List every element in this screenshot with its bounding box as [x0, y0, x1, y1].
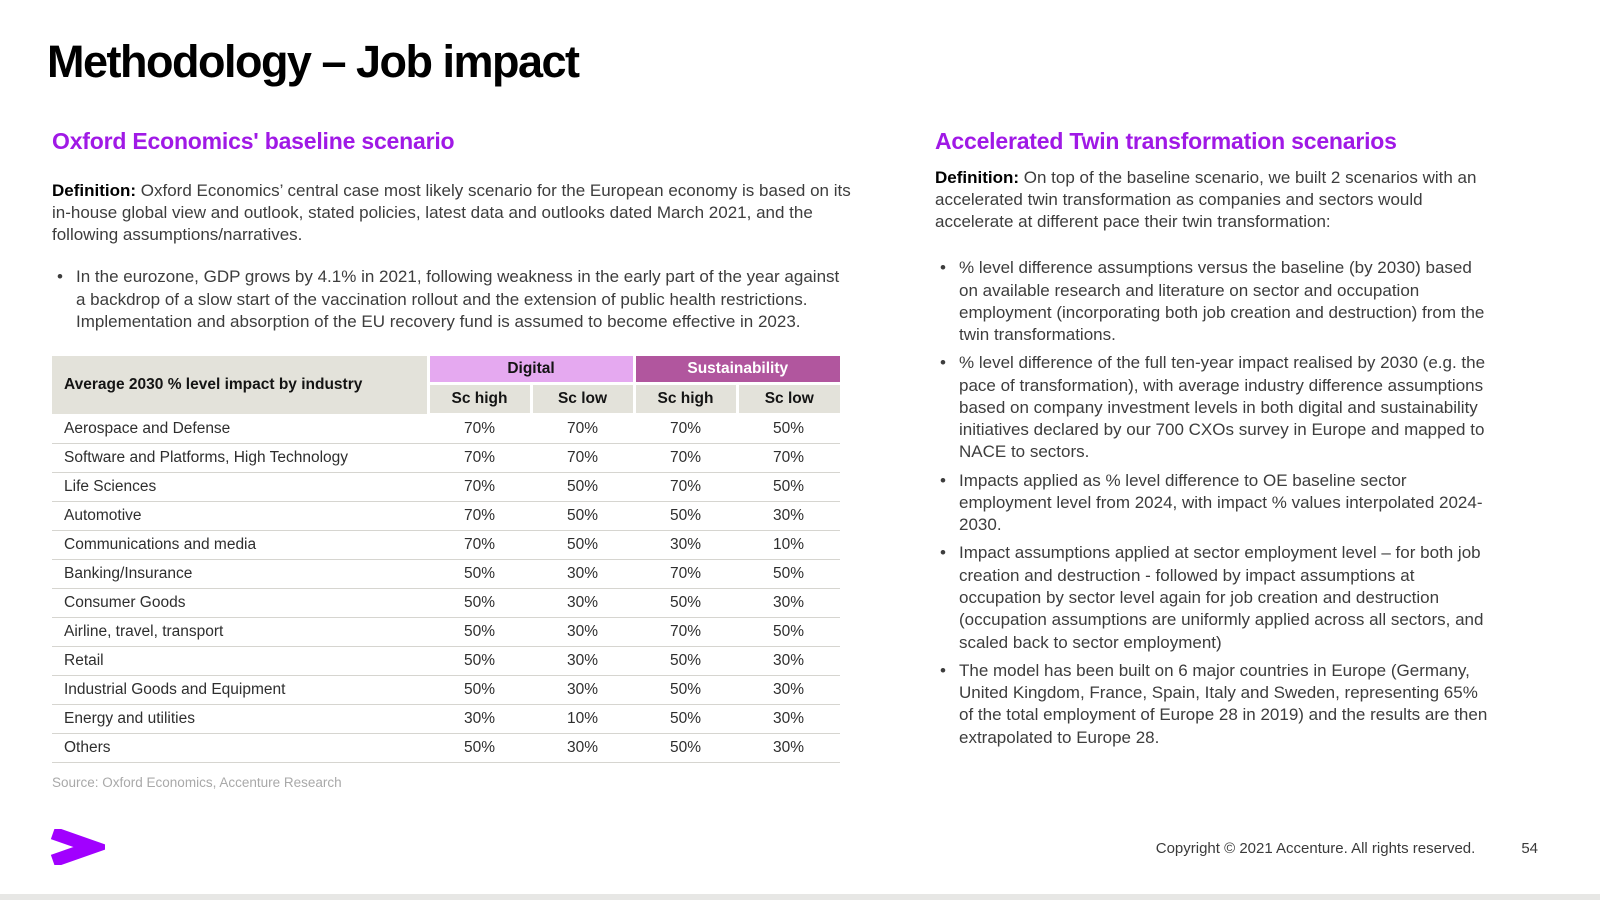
table-row	[52, 473, 840, 502]
table-corner-header: Average 2030 % level impact by industry	[52, 356, 428, 414]
left-section-heading: Oxford Economics' baseline scenario	[52, 128, 455, 154]
value-cell: 70%	[531, 444, 634, 473]
value-cell: 30%	[737, 589, 840, 618]
left-section	[52, 128, 852, 790]
footer	[1156, 840, 1538, 857]
value-cell: 70%	[428, 531, 531, 560]
table-source-note: Source: Oxford Economics, Accenture Research	[52, 775, 342, 791]
industry-cell: Consumer Goods	[52, 589, 428, 618]
page-number: 54	[1521, 840, 1538, 857]
industry-cell: Energy and utilities	[52, 705, 428, 734]
value-cell: 30%	[531, 734, 634, 763]
value-cell: 10%	[531, 705, 634, 734]
industry-cell: Industrial Goods and Equipment	[52, 676, 428, 705]
value-cell: 70%	[634, 618, 737, 647]
value-cell: 30%	[737, 676, 840, 705]
table-row	[52, 444, 840, 473]
right-section-heading: Accelerated Twin transformation scenarios	[935, 128, 1397, 154]
value-cell: 30%	[531, 589, 634, 618]
table-row	[52, 589, 840, 618]
table-row	[52, 676, 840, 705]
left-definition	[52, 180, 852, 246]
table-subheader: Sc high	[428, 384, 531, 415]
table-row	[52, 705, 840, 734]
value-cell: 50%	[634, 647, 737, 676]
table-row	[52, 734, 840, 763]
table-row	[52, 560, 840, 589]
value-cell: 30%	[531, 560, 634, 589]
value-cell: 50%	[531, 531, 634, 560]
industry-cell: Retail	[52, 647, 428, 676]
industry-cell: Airline, travel, transport	[52, 618, 428, 647]
value-cell: 50%	[737, 560, 840, 589]
table-group-header-sustainability: Sustainability	[634, 356, 840, 384]
value-cell: 50%	[531, 502, 634, 531]
value-cell: 70%	[634, 444, 737, 473]
value-cell: 70%	[634, 560, 737, 589]
value-cell: 50%	[634, 705, 737, 734]
right-definition	[935, 167, 1495, 233]
value-cell: 50%	[428, 676, 531, 705]
list-item: • The model has been built on 6 major countries in Europe (Germany, United Kingdom, France, Spain, Italy and Sweden, representing 65% of the total employment of Europe 28 in 2019) and the results are then extrapolated to Europe 28.	[935, 660, 1495, 749]
list-item: • Impacts applied as % level difference to OE baseline sector employment level from 2024, with impact % values interpolated 2024-2030.	[935, 470, 1495, 537]
value-cell: 50%	[428, 734, 531, 763]
value-cell: 50%	[634, 734, 737, 763]
value-cell: 50%	[428, 560, 531, 589]
table-row	[52, 647, 840, 676]
list-item: • Impact assumptions applied at sector employment level – for both job creation and destruction - followed by impact assumptions at occupation by sector level again for job creation and destruction (occupation assumptions are uniformly applied across all sectors, and scaled back to sector employment)	[935, 542, 1495, 653]
right-definition-label: Definition:	[935, 168, 1020, 187]
value-cell: 70%	[428, 444, 531, 473]
value-cell: 50%	[737, 618, 840, 647]
right-bullet-list	[935, 257, 1495, 749]
impact-table	[52, 356, 840, 763]
right-section	[935, 128, 1495, 755]
accenture-logo-icon	[47, 829, 105, 870]
value-cell: 50%	[531, 473, 634, 502]
table-group-header-digital: Digital	[428, 356, 634, 384]
value-cell: 70%	[737, 444, 840, 473]
value-cell: 30%	[531, 676, 634, 705]
value-cell: 70%	[634, 414, 737, 444]
table-subheader: Sc low	[737, 384, 840, 415]
value-cell: 30%	[737, 647, 840, 676]
value-cell: 70%	[634, 473, 737, 502]
value-cell: 50%	[428, 618, 531, 647]
industry-cell: Others	[52, 734, 428, 763]
value-cell: 50%	[634, 589, 737, 618]
industry-cell: Software and Platforms, High Technology	[52, 444, 428, 473]
list-item: • % level difference of the full ten-year impact realised by 2030 (e.g. the pace of transformation), with average industry difference assumptions based on company investment levels in both digital and sustainability initiatives declared by our 700 CXOs survey in Europe and mapped to NACE to sectors.	[935, 352, 1495, 463]
value-cell: 30%	[428, 705, 531, 734]
industry-cell: Banking/Insurance	[52, 560, 428, 589]
industry-cell: Life Sciences	[52, 473, 428, 502]
value-cell: 30%	[531, 618, 634, 647]
value-cell: 70%	[428, 414, 531, 444]
value-cell: 50%	[737, 414, 840, 444]
right-definition-text: On top of the baseline scenario, we built 2 scenarios with an accelerated twin transformation as companies and sectors would accelerate at different pace their twin transformation:	[935, 168, 1477, 232]
value-cell: 50%	[737, 473, 840, 502]
value-cell: 50%	[428, 589, 531, 618]
table-row	[52, 414, 840, 444]
value-cell: 30%	[634, 531, 737, 560]
table-subheader: Sc low	[531, 384, 634, 415]
value-cell: 10%	[737, 531, 840, 560]
value-cell: 30%	[531, 647, 634, 676]
value-cell: 30%	[737, 705, 840, 734]
industry-cell: Communications and media	[52, 531, 428, 560]
table-row	[52, 618, 840, 647]
left-bullet-list	[52, 266, 852, 333]
industry-cell: Aerospace and Defense	[52, 414, 428, 444]
table-row	[52, 502, 840, 531]
left-definition-text: Oxford Economics’ central case most likely scenario for the European economy is based on its in-house global view and outlook, stated policies, latest data and outlooks dated March 2021, and the following assumptions/narratives.	[52, 181, 851, 245]
value-cell: 70%	[428, 473, 531, 502]
table-group-header-row	[52, 356, 840, 384]
bottom-divider	[0, 894, 1600, 900]
page-title: Methodology – Job impact	[47, 36, 579, 87]
value-cell: 70%	[531, 414, 634, 444]
list-item: • In the eurozone, GDP grows by 4.1% in 2021, following weakness in the early part of the year against a backdrop of a slow start of the vaccination rollout and the extension of public health restrictions. Implementation and absorption of the EU recovery fund is assumed to become effective in 2023.	[52, 266, 852, 333]
left-definition-label: Definition:	[52, 181, 137, 200]
table-row	[52, 531, 840, 560]
value-cell: 70%	[428, 502, 531, 531]
value-cell: 50%	[634, 676, 737, 705]
list-item: • % level difference assumptions versus the baseline (by 2030) based on available research and literature on sector and occupation employment (incorporating both job creation and destruction) from the twin transformations.	[935, 257, 1495, 346]
value-cell: 30%	[737, 734, 840, 763]
value-cell: 50%	[428, 647, 531, 676]
table-subheader: Sc high	[634, 384, 737, 415]
copyright-text: Copyright © 2021 Accenture. All rights reserved.	[1155, 840, 1476, 857]
value-cell: 30%	[737, 502, 840, 531]
industry-cell: Automotive	[52, 502, 428, 531]
value-cell: 50%	[634, 502, 737, 531]
